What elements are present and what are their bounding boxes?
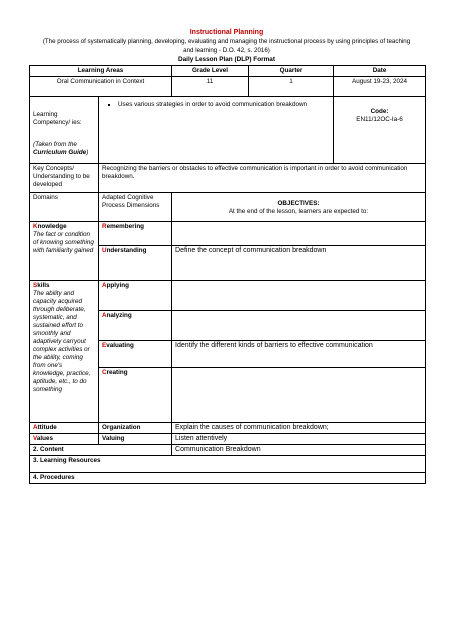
dlp-table <box>29 65 426 484</box>
level-remembering: Remembering <box>99 222 172 246</box>
level-organization: Organization <box>99 423 172 434</box>
code-cell <box>334 97 426 164</box>
learning-resources-label: 3. Learning Resources <box>30 456 426 473</box>
objectives-cell <box>172 193 426 222</box>
header-quarter: Quarter <box>249 66 334 77</box>
level-understanding: Understanding <box>99 246 172 281</box>
code-value: EN11/12OC-Ia-6 <box>356 116 403 123</box>
skills-cell <box>30 281 99 423</box>
page-subtitle: (The process of systematically planning, developing, evaluating and managing the instructional process by using principles of teaching and learning - D.O. 42, s. 2016) <box>42 38 411 54</box>
code-label: Code: <box>370 108 389 115</box>
level-applying: Applying <box>99 281 172 311</box>
knowledge-desc: The fact or condition of knowing something with familiarity gained <box>33 231 94 254</box>
objective-understanding: Define the concept of communication breakdown <box>172 246 426 281</box>
objective-evaluating: Identify the different kinds of barriers to effective communication <box>172 341 426 368</box>
objectives-subtitle: At the end of the lesson, learners are expected to: <box>228 208 369 215</box>
competency-text-cell <box>99 97 334 164</box>
competency-label: Learning Competency/ ies: <box>33 111 82 126</box>
objective-attitude: Explain the causes of communication breakdown; <box>172 423 426 434</box>
objective-remembering <box>172 222 426 246</box>
page-title: Instructional Planning <box>189 29 264 36</box>
skills-title: Skills <box>33 282 50 289</box>
objective-values: Listen attentively <box>172 434 426 445</box>
learning-area-value: Oral Communication in Context <box>30 77 172 97</box>
knowledge-cell <box>30 222 99 281</box>
objectives-title: OBJECTIVES: <box>277 200 320 207</box>
procedures-label: 4. Procedures <box>30 473 426 484</box>
objective-analyzing <box>172 311 426 341</box>
domains-label: Domains <box>30 193 99 222</box>
curriculum-guide-note: (Taken from the Curriculum Guide) <box>33 141 89 156</box>
level-valuing: Valuing <box>99 434 172 445</box>
header-grade-level: Grade Level <box>172 66 249 77</box>
header-date: Date <box>334 66 426 77</box>
date-value: August 19-23, 2024 <box>334 77 426 97</box>
key-concepts-text: Recognizing the barriers or obstacles to effective communication is important in order to avoid communication breakdown. <box>99 164 426 193</box>
attitude-title: Attitude <box>30 423 99 434</box>
level-creating: Creating <box>99 368 172 423</box>
key-concepts-label: Key Concepts/ Understanding to be developed <box>30 164 99 193</box>
grade-level-value: 11 <box>172 77 249 97</box>
knowledge-title: Knowledge <box>33 223 67 230</box>
objective-creating <box>172 368 426 423</box>
competency-bullet: ▪ Uses various strategies in order to avoid communication breakdown <box>118 101 330 109</box>
dimension-label: Adapted Cognitive Process Dimensions <box>99 193 172 222</box>
values-title: Values <box>30 434 99 445</box>
level-evaluating: Evaluating <box>99 341 172 368</box>
format-title: Daily Lesson Plan (DLP) Format <box>178 56 275 63</box>
competency-label-cell <box>30 97 99 164</box>
header-learning-areas: Learning Areas <box>30 66 172 77</box>
quarter-value: 1 <box>249 77 334 97</box>
content-label: 2. Content <box>30 445 172 456</box>
level-analyzing: Analyzing <box>99 311 172 341</box>
content-value: Communication Breakdown <box>172 445 426 456</box>
skills-desc: The ability and capacity acquired through deliberate, systematic, and sustained effort to smoothly and adaptively carryout complex activities or the ability, coming from one's knowledge, practice, aptitude, etc., to do something <box>33 290 91 393</box>
objective-applying <box>172 281 426 311</box>
